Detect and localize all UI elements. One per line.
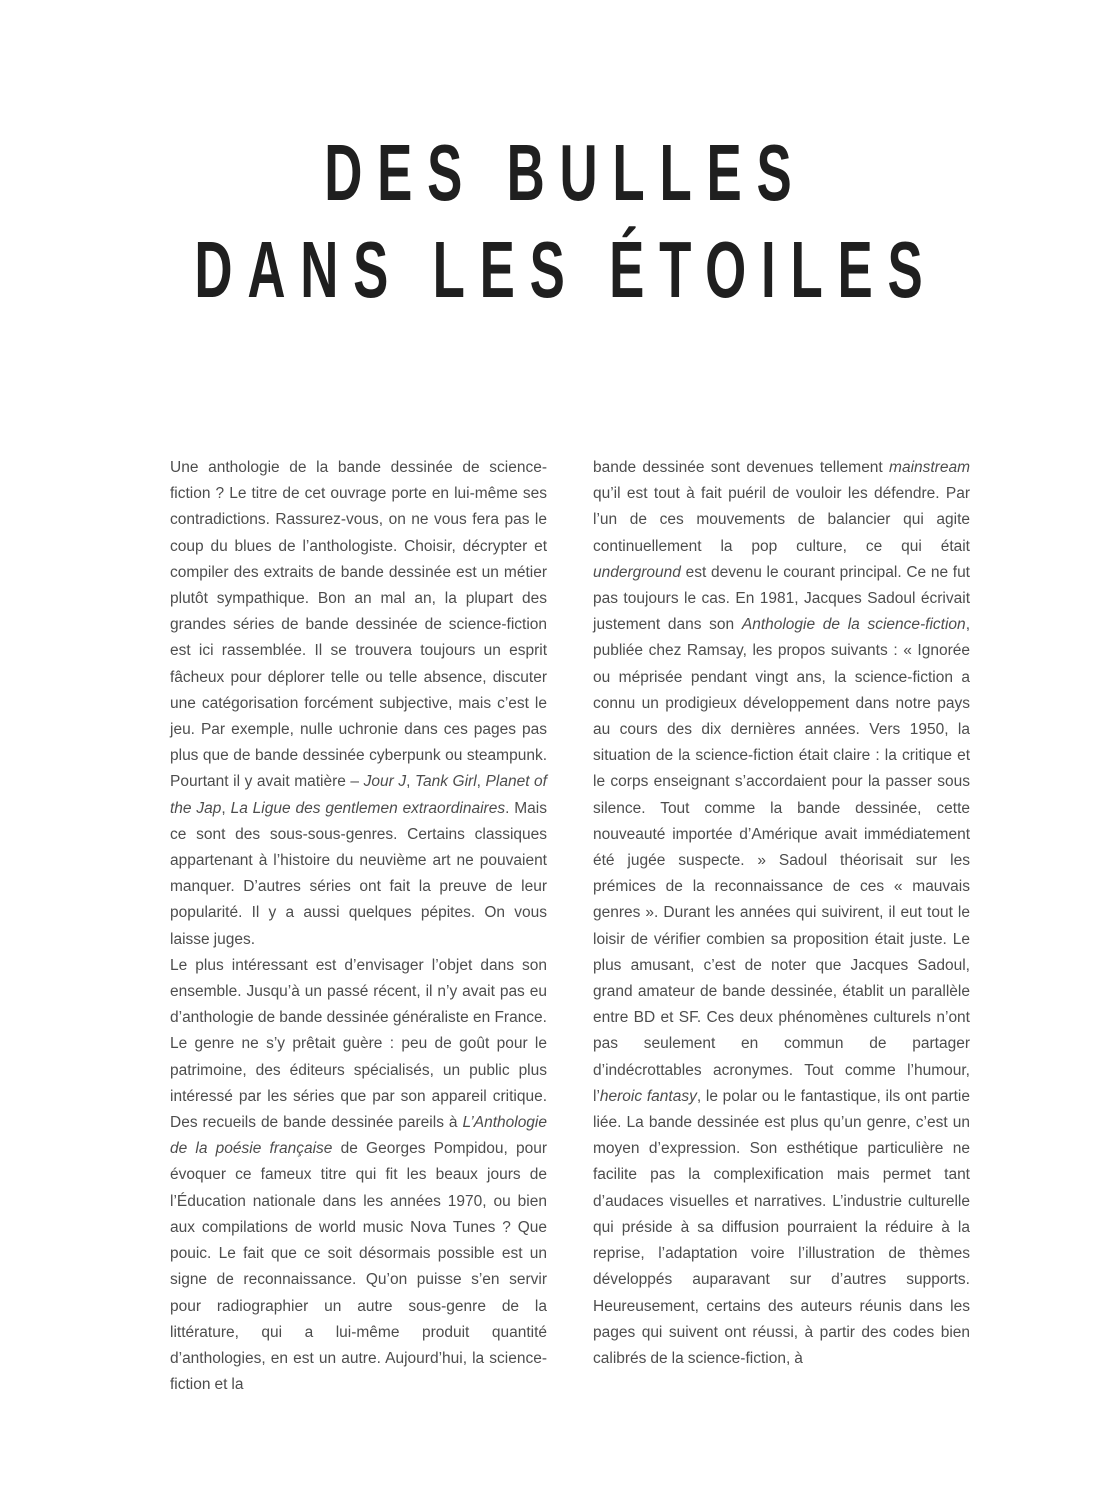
title-line-1: DES BULLES (324, 128, 807, 217)
body-text: . Mais ce sont des sous-sous-genres. Certains classiques appartenant à l’histoire du neuvième art ne pouvaient manquer. D’autres séries ont fait la preuve de leur popularité. Il y a aussi quelques pépites. On vous laisse juges. (170, 799, 547, 948)
title-line-2-wrap (0, 221, 1109, 318)
italic-text: Jour J (363, 773, 407, 791)
body-text: , (221, 799, 231, 817)
body-text: , publiée chez Ramsay, les propos suivants : « Ignorée ou méprisée pendant vingt ans, la science-fiction a connu un prodigieux développement dans notre pays au cours des dix dernières années. Vers 1950, la situation de la science-fiction était claire : la critique et le corps enseignant s’accordaient pour la passer sous silence. Tout comme la bande dessinée, cette nouveauté importée d’Amérique avait immédiatement été jugée suspecte. » Sadoul théorisait sur les prémices de la reconnaissance de ces « mauvais genres ». Durant les années qui suivirent, il eut tout le loisir de vérifier combien sa proposition était juste. Le plus amusant, c’est de noter que Jacques Sadoul, grand amateur de bande dessinée, établit un parallèle entre BD et SF. Ces deux phénomènes culturels n’ont pas seulement en commun de partager d’indécrottables acronymes. Tout comme l’humour, l’ (593, 616, 970, 1105)
title-line-1-wrap (0, 124, 1109, 221)
body-text: , (476, 773, 486, 791)
italic-text: Tank Girl (414, 773, 477, 791)
body-text: Le plus intéressant est d’envisager l’objet dans son ensemble. Jusqu’à un passé récent, il n’y avait pas eu d’anthologie de bande dessinée généraliste en France. Le genre ne s’y prêtait guère : peu de goût pour le patrimoine, des éditeurs spécialisés, un public plus intéressé par les séries que par son appareil critique. Des recueils de bande dessinée pareils à (170, 956, 547, 1132)
title-line-2: DANS LES ÉTOILES (194, 225, 938, 314)
body-text: , (406, 773, 415, 791)
italic-text: Planet of the Jap (170, 773, 547, 817)
paragraph (170, 953, 547, 1398)
paragraph (593, 455, 970, 1372)
body-text: Une anthologie de la bande dessinée de science-fiction ? Le titre de cet ouvrage porte en lui-même ses contradictions. Rassurez-vous, on ne vous fera pas le coup du blues de l’anthologiste. Choisir, décrypter et compiler des extraits de bande dessinée est un métier plutôt sympathique. Bon an mal an, la plupart des grandes séries de bande dessinée de science-fiction est ici rassemblée. Il se trouvera toujours un esprit fâcheux pour déplorer telle ou telle absence, discuter une catégorisation forcément subjective, mais c’est le jeu. Par exemple, nulle uchronie dans ces pages pas plus que de bande dessinée cyberpunk ou steampunk. Pourtant il y avait matière – (170, 459, 547, 791)
italic-text: La Ligue des gentlemen extraordinaires (230, 799, 506, 817)
italic-text: mainstream (889, 459, 970, 476)
article-body (170, 455, 970, 1398)
italic-text: L’Anthologie de la poésie française (170, 1114, 547, 1158)
italic-text: underground (593, 563, 681, 581)
body-text: , le polar ou le fantastique, ils ont partie liée. La bande dessinée est plus qu’un genre, c’est un moyen d’expression. Son esthétique particulière ne facilite pas la complexification mais permet tant d’audaces visuelles et narratives. L’industrie culturelle qui préside à sa diffusion pourraient la réduire à la reprise, l’adaptation voire l’illustration de thèmes développés auparavant sur d’autres supports. Heureusement, certains des auteurs réunis dans les pages qui suivent ont réussi, à partir des codes bien calibrés de la science-fiction, à (593, 1087, 970, 1367)
column-right (593, 455, 970, 1398)
paragraph (170, 455, 547, 953)
page-title (0, 124, 1109, 318)
column-left (170, 455, 547, 1398)
body-text: est devenu le courant principal. Ce ne fut pas toujours le cas. En 1981, Jacques Sadoul écrivait justement dans son (593, 563, 970, 634)
italic-text: heroic fantasy (599, 1087, 697, 1105)
body-text: de Georges Pompidou, pour évoquer ce fameux titre qui fit les beaux jours de l’Éducation nationale dans les années 1970, ou bien aux compilations de world music Nova Tunes ? Que pouic. Le fait que ce soit désormais possible est un signe de reconnaissance. Qu’on puisse s’en servir pour radiographier un autre sous-genre de la littérature, qui a lui-même produit quantité d’anthologies, en est un autre. Aujourd’hui, la science-fiction et la (170, 1140, 547, 1394)
italic-text: Anthologie de la science-fiction (741, 616, 966, 634)
body-text: bande dessinée sont devenues tellement (593, 459, 890, 476)
body-text: qu’il est tout à fait puéril de vouloir les défendre. Par l’un de ces mouvements de balancier qui agite continuellement la pop culture, ce qui était (593, 485, 970, 555)
